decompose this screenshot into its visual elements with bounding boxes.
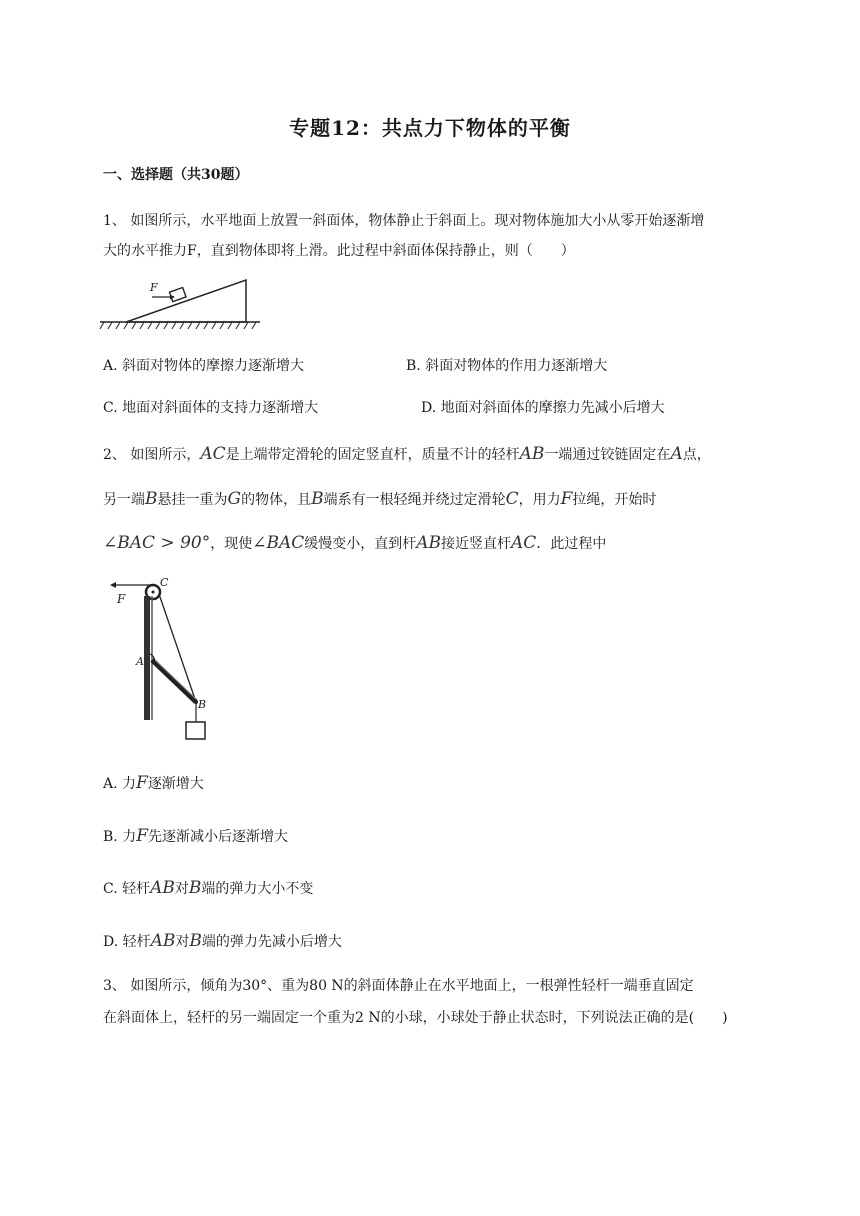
math-ac: AC [511, 533, 537, 553]
section-heading: 一、选择题（共30题） [103, 167, 249, 183]
q2-option-b: B. 力F先逐渐减小后逐渐增大 [103, 826, 288, 846]
q2-fig-label-a: A [136, 655, 144, 668]
q2-fig-label-f: F [117, 592, 126, 606]
q1-stem-line2: 大的水平推力F，直到物体即将上滑。此过程中斜面体保持静止，则（ ） [103, 243, 575, 259]
q2-pulley-rod-figure [112, 574, 222, 744]
math-ac: AC [200, 444, 226, 464]
q1-incline-figure [100, 275, 260, 330]
q1-fig-label-f: F [150, 281, 158, 294]
q2-stem-line3: ∠BAC > 90°，现使∠BAC缓慢变小，直到杆AB接近竖直杆AC．此过程中 [103, 533, 607, 553]
q1-stem-line1: 1、 如图所示，水平地面上放置一斜面体，物体静止于斜面上。现对物体施加大小从零开始逐渐增 [103, 213, 705, 229]
q1-option-b: B. 斜面对物体的作用力逐渐增大 [406, 358, 608, 374]
math-g: G [227, 489, 242, 509]
q1-option-a: A. 斜面对物体的摩擦力逐渐增大 [103, 358, 305, 374]
math-ab: AB [519, 444, 545, 464]
q2-option-d: D. 轻杆AB对B端的弹力先减小后增大 [103, 931, 342, 951]
q2-fig-label-c: C [160, 576, 169, 589]
q2-stem-line2: 另一端B悬挂一重为G的物体，且B端系有一根轻绳并绕过定滑轮C，用力F拉绳，开始时 [103, 489, 657, 509]
math-b: B [311, 489, 324, 509]
q2-option-a: A. 力F逐渐增大 [103, 773, 204, 793]
math-ab: AB [416, 533, 442, 553]
math-c: C [505, 489, 519, 509]
math-angle-bac: ∠BAC [252, 533, 305, 553]
math-b: B [145, 489, 158, 509]
page-title: 专题12：共点力下物体的平衡 [289, 116, 571, 140]
math-a: A [670, 444, 683, 464]
q1-option-c: C. 地面对斜面体的支持力逐渐增大 [103, 400, 319, 416]
q2-fig-label-b: B [198, 698, 207, 711]
math-f: F [560, 489, 573, 509]
q1-option-d: D. 地面对斜面体的摩擦力先减小后增大 [421, 400, 665, 416]
q2-stem-line1: 2、 如图所示，AC是上端带定滑轮的固定竖直杆，质量不计的轻杆AB一端通过铰链固定在A点， [103, 444, 711, 464]
q3-stem-line1: 3、 如图所示，倾角为30°、重为80 N的斜面体静止在水平地面上，一根弹性轻杆一端垂直固定 [103, 978, 694, 994]
math-angle-bac-gt-90: ∠BAC > 90° [103, 533, 211, 553]
q2-option-c: C. 轻杆AB对B端的弹力大小不变 [103, 878, 314, 898]
q3-stem-line2: 在斜面体上，轻杆的另一端固定一个重为2 N的小球，小球处于静止状态时，下列说法正确的是( ) [103, 1010, 728, 1026]
